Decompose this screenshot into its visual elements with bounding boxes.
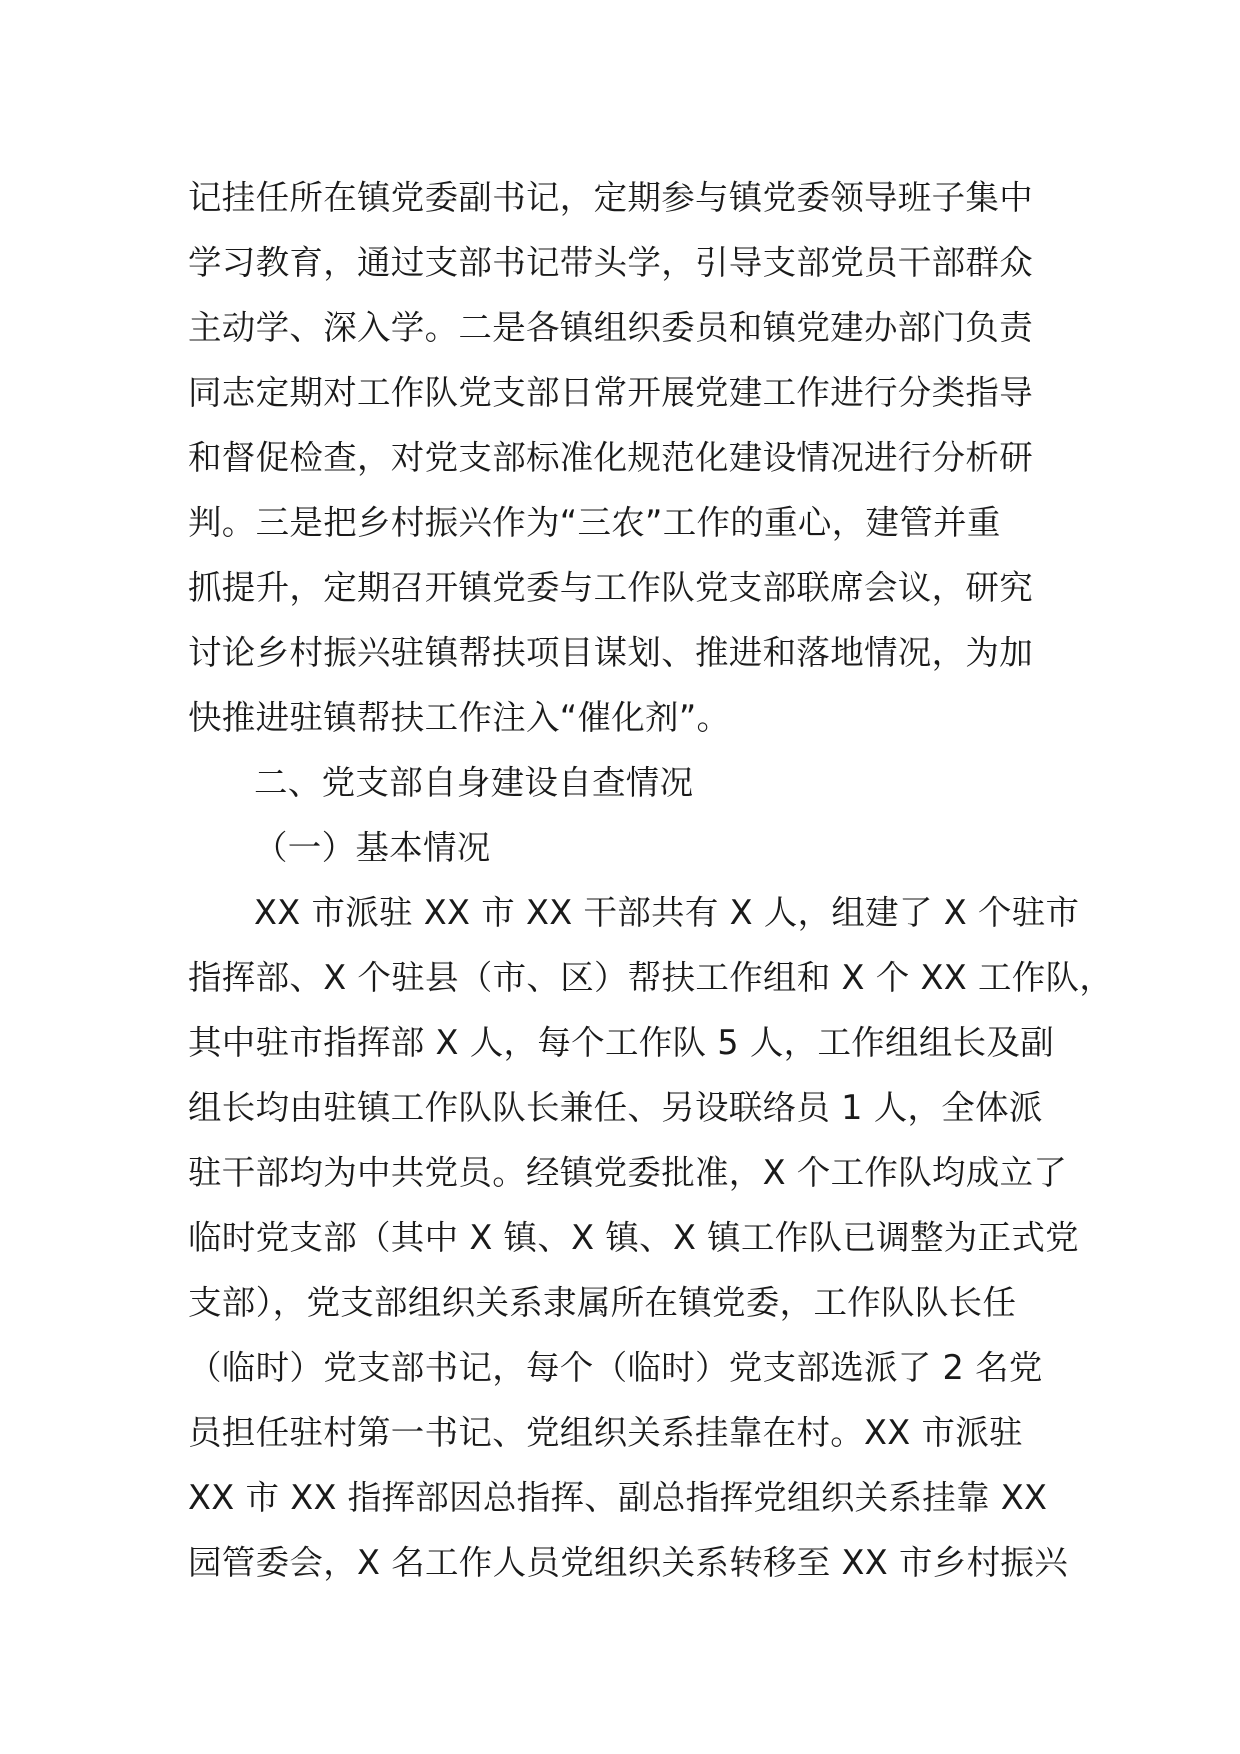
subsection-heading: （一）基本情况 xyxy=(254,828,491,867)
text-line: 抓提升，定期召开镇党委与工作队党支部联席会议，研究 xyxy=(188,568,1033,607)
text-line: 和督促检查，对党支部标准化规范化建设情况进行分析研 xyxy=(188,438,1033,477)
text-line: 支部），党支部组织关系隶属所在镇党委，工作队队长任 xyxy=(188,1283,1017,1322)
text-line: 学习教育，通过支部书记带头学，引导支部党员干部群众 xyxy=(188,243,1033,282)
text-line: 园管委会，X 名工作人员党组织关系转移至 XX 市乡村振兴 xyxy=(188,1543,1068,1582)
text-line: 判。三是把乡村振兴作为“三农”工作的重心，建管并重 xyxy=(188,503,1001,542)
text-line: 员担任驻村第一书记、党组织关系挂靠在村。XX 市派驻 xyxy=(188,1413,1023,1452)
section-heading: 二、党支部自身建设自查情况 xyxy=(254,763,694,802)
text-line: XX 市 XX 指挥部因总指挥、副总指挥党组织关系挂靠 XX xyxy=(188,1478,1048,1517)
text-line: XX 市派驻 XX 市 XX 干部共有 X 人，组建了 X 个驻市 xyxy=(254,893,1080,932)
text-line: 同志定期对工作队党支部日常开展党建工作进行分类指导 xyxy=(188,373,1033,412)
text-line: 驻干部均为中共党员。经镇党委批准，X 个工作队均成立了 xyxy=(188,1153,1068,1192)
text-line: 记挂任所在镇党委副书记，定期参与镇党委领导班子集中 xyxy=(188,178,1033,217)
text-line: 快推进驻镇帮扶工作注入“催化剂”。 xyxy=(188,698,731,737)
text-line: 其中驻市指挥部 X 人，每个工作队 5 人，工作组组长及副 xyxy=(188,1023,1055,1062)
text-line: 组长均由驻镇工作队队长兼任、另设联络员 1 人，全体派 xyxy=(188,1088,1043,1127)
text-line: 讨论乡村振兴驻镇帮扶项目谋划、推进和落地情况，为加 xyxy=(188,633,1033,672)
text-line: （临时）党支部书记，每个（临时）党支部选派了 2 名党 xyxy=(188,1348,1043,1387)
document-body xyxy=(188,165,1148,1595)
text-line: 临时党支部（其中 X 镇、X 镇、X 镇工作队已调整为正式党 xyxy=(188,1218,1079,1257)
text-line: 主动学、深入学。二是各镇组织委员和镇党建办部门负责 xyxy=(188,308,1033,347)
text-line: 指挥部、X 个驻县（市、区）帮扶工作组和 X 个 XX 工作队， xyxy=(188,958,1114,997)
